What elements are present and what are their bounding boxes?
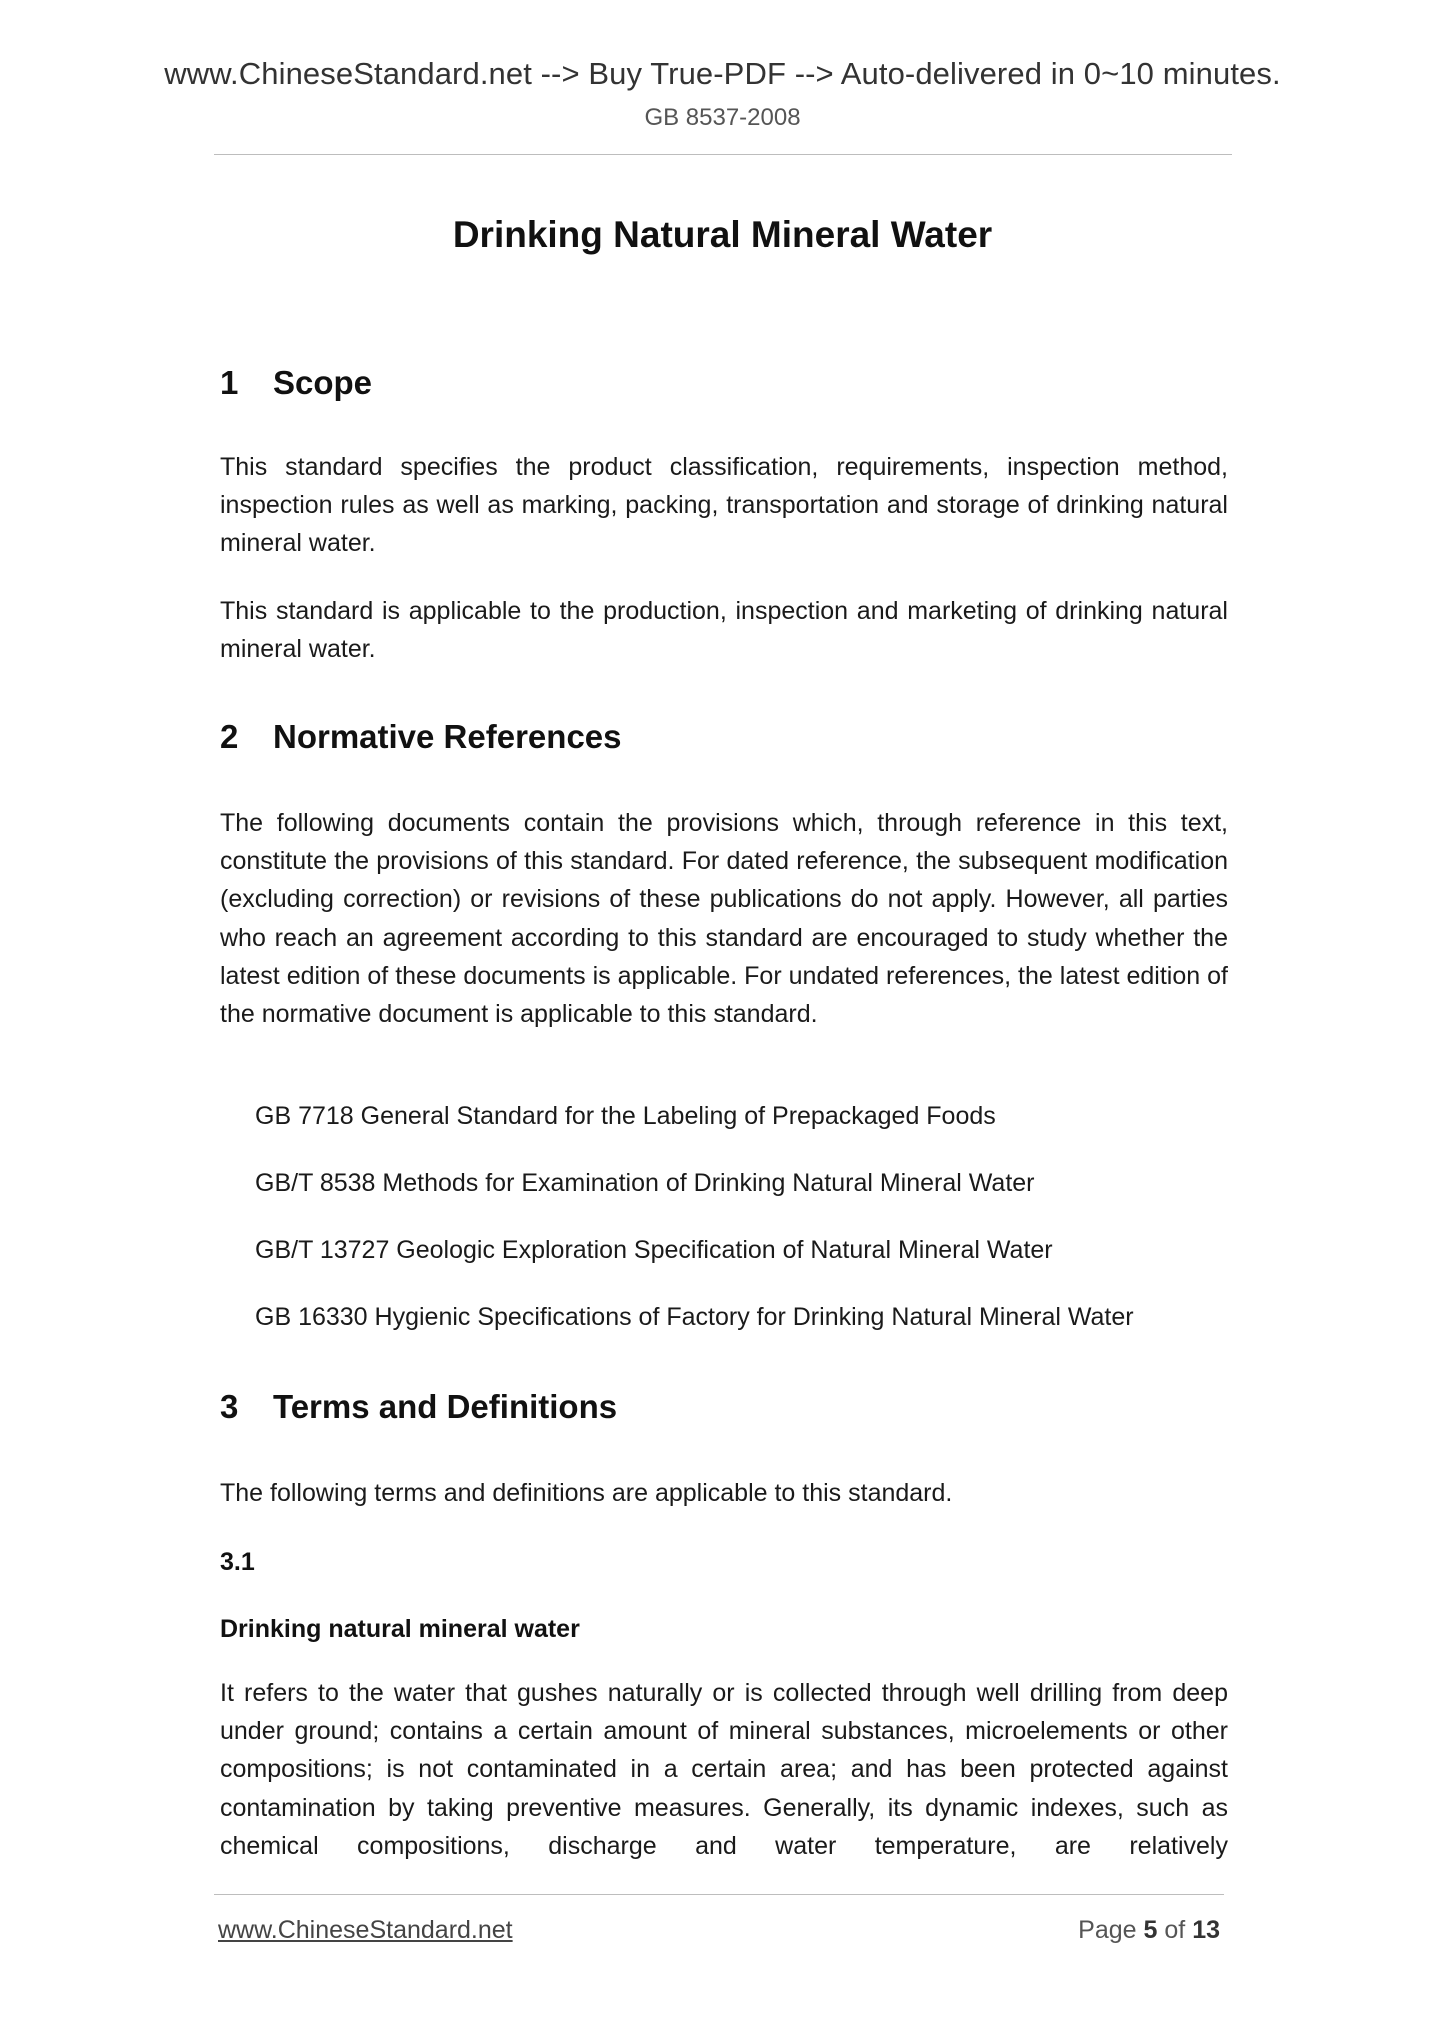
- header-banner: www.ChineseStandard.net --> Buy True-PDF --> Auto-delivered in 0~10 minutes.: [164, 56, 1281, 91]
- term-number: 3.1: [220, 1548, 255, 1576]
- page-total: 13: [1192, 1916, 1220, 1944]
- document-code: GB 8537-2008: [644, 104, 801, 131]
- section-heading-normative-references: [220, 718, 622, 756]
- section-title: Terms and Definitions: [273, 1388, 618, 1425]
- section-heading-terms-definitions: [220, 1388, 617, 1426]
- term-definition: It refers to the water that gushes naturally or is collected through well drilling from deep under ground; contains a certain amount of mineral substances, microelements or other compositions; is not contaminated in a certain area; and has been protected against contamination by taking preventive measures. Generally, its dynamic indexes, such as chemical compositions, discharge and water temperature, are relatively: [220, 1679, 1228, 1860]
- document-title: Drinking Natural Mineral Water: [452, 214, 993, 255]
- footer-divider: [214, 1894, 1224, 1895]
- section-number: 1: [220, 364, 239, 401]
- footer-website-link[interactable]: www.ChineseStandard.net: [218, 1916, 513, 1944]
- term-title: Drinking natural mineral water: [220, 1615, 580, 1643]
- page-current: 5: [1143, 1916, 1158, 1944]
- normative-paragraph: The following documents contain the provisions which, through reference in this text, constitute the provisions of this standard. For dated reference, the subsequent modification (excluding correction) or revisions of these publications do not apply. However, all parties who reach an agreement according to this standard are encouraged to study whether the latest edition of these documents is applicable. For undated references, the latest edition of the normative document is applicable to this standard.: [220, 809, 1228, 1029]
- reference-item: GB/T 8538 Methods for Examination of Drinking Natural Mineral Water: [255, 1169, 1035, 1197]
- section-heading-scope: [220, 364, 372, 402]
- section-number: 2: [220, 718, 239, 755]
- section-title: Normative References: [273, 718, 622, 755]
- header-divider: [214, 154, 1232, 155]
- section-title: Scope: [273, 364, 373, 401]
- page-indicator: [1078, 1916, 1220, 1945]
- reference-item: GB/T 13727 Geologic Exploration Specification of Natural Mineral Water: [255, 1236, 1053, 1264]
- scope-paragraph-1: This standard specifies the product classification, requirements, inspection method, inspection rules as well as marking, packing, transportation and storage of drinking natural mineral water.: [220, 453, 1228, 558]
- reference-item: GB 7718 General Standard for the Labeling of Prepackaged Foods: [255, 1102, 996, 1130]
- scope-paragraph-2: This standard is applicable to the production, inspection and marketing of drinking natural mineral water.: [220, 597, 1228, 664]
- page-of-label: of: [1164, 1916, 1186, 1944]
- section-number: 3: [220, 1388, 239, 1425]
- reference-item: GB 16330 Hygienic Specifications of Factory for Drinking Natural Mineral Water: [255, 1303, 1134, 1331]
- terms-intro: The following terms and definitions are applicable to this standard.: [220, 1479, 953, 1507]
- page-label: Page: [1078, 1916, 1137, 1944]
